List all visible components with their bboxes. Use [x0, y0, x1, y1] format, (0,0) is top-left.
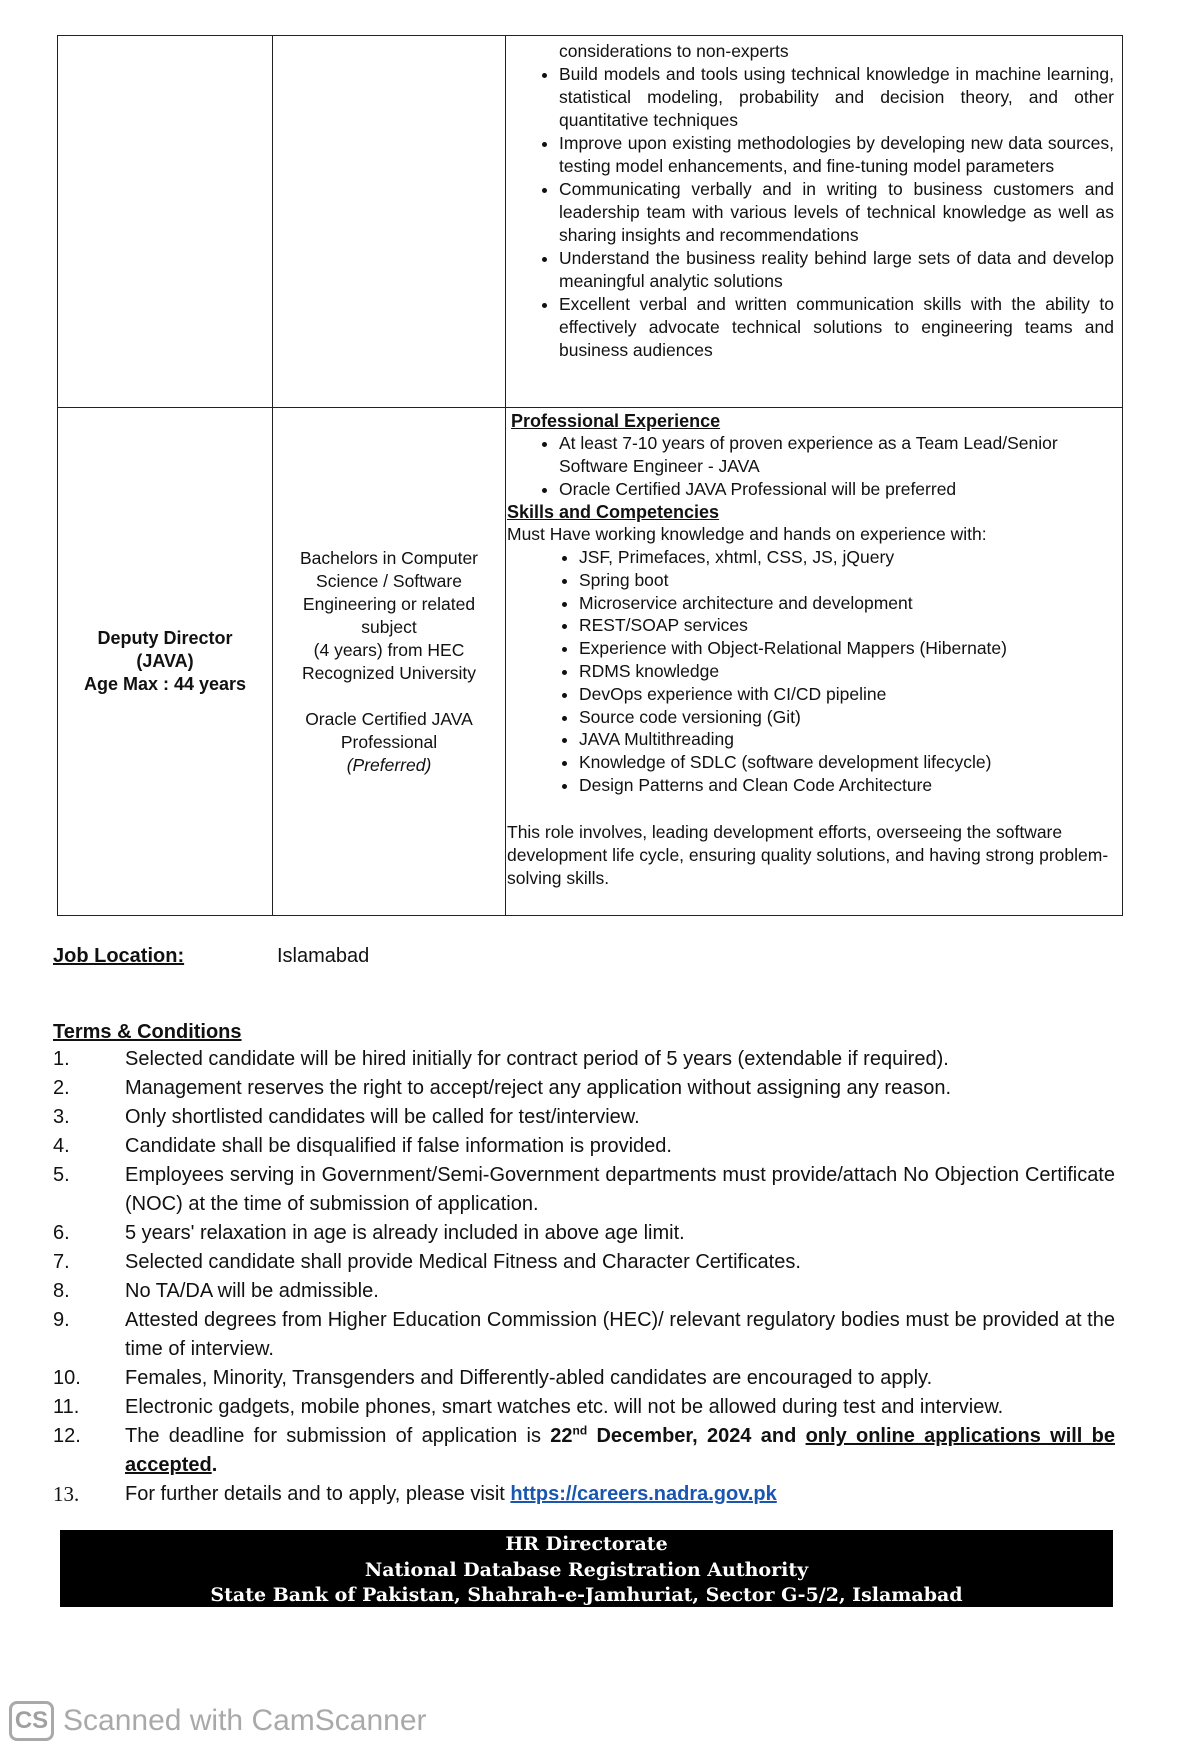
camscanner-logo-icon: CS: [9, 1701, 54, 1741]
list-item: • Source code versioning (Git): [579, 706, 1114, 729]
item-number: 4.: [53, 1135, 70, 1157]
table-row: [58, 36, 1123, 408]
description-cell: [506, 36, 1123, 408]
item-number: 6.: [53, 1222, 70, 1244]
item-period: .: [211, 1454, 218, 1476]
item-text: Only shortlisted candidates will be called for test/interview.: [125, 1106, 640, 1128]
list-item: • DevOps experience with CI/CD pipeline: [579, 683, 1114, 706]
item-number: 7.: [53, 1251, 70, 1273]
item-text: Candidate shall be disqualified if false information is provided.: [125, 1135, 672, 1157]
list-item: • Oracle Certified JAVA Professional will be preferred: [559, 478, 1114, 501]
item-text: Employees serving in Government/Semi-Government departments must provide/attach No Objection Certificate (NOC) at the time of submission of application.: [125, 1164, 1115, 1215]
item-number: 9.: [53, 1309, 70, 1331]
position-cell: [58, 36, 273, 408]
item-number: 8.: [53, 1280, 70, 1302]
list-item: [53, 1103, 1115, 1132]
footer-address: State Bank of Pakistan, Shahrah-e-Jamhuriat, Sector G-5/2, Islamabad: [210, 1584, 963, 1606]
continued-text: considerations to non-experts: [559, 41, 789, 61]
online-only-note: only online applications will be accepted: [125, 1425, 1115, 1476]
item-number: 1.: [53, 1048, 70, 1070]
deadline-date: [550, 1425, 751, 1447]
job-location-value: Islamabad: [277, 945, 370, 967]
list-item: [53, 1045, 1115, 1074]
terms-section: [53, 1019, 1115, 1509]
footer-directorate: HR Directorate: [505, 1533, 668, 1555]
qualification-cell: [273, 408, 506, 916]
item-number: 10.: [53, 1367, 81, 1389]
list-item: • Communicating verbally and in writing to business customers and leadership team with various levels of technical knowledge as well as sharing insights and recommendations: [559, 178, 1114, 247]
job-location: [53, 945, 370, 968]
item-text: 5 years' relaxation in age is already included in above age limit.: [125, 1222, 685, 1244]
list-item: [53, 1422, 1115, 1480]
list-item: • Experience with Object-Relational Mappers (Hibernate): [579, 637, 1114, 660]
qualification-cert: Oracle Certified JAVA Professional: [305, 708, 473, 752]
list-item: [53, 1248, 1115, 1277]
list-item: [53, 1306, 1115, 1364]
list-item: [53, 1393, 1115, 1422]
item-text: No TA/DA will be admissible.: [125, 1280, 379, 1302]
footer-banner: [60, 1530, 1113, 1607]
position-cell: [58, 408, 273, 916]
terms-heading: Terms & Conditions: [53, 1021, 242, 1043]
item-text: Electronic gadgets, mobile phones, smart watches etc. will not be allowed during test and interview.: [125, 1396, 1004, 1418]
jobs-table: [57, 35, 1123, 916]
list-item: • Design Patterns and Clean Code Architecture: [579, 774, 1114, 797]
item-text: Selected candidate shall provide Medical Fitness and Character Certificates.: [125, 1251, 801, 1273]
responsibility-list: [506, 63, 1122, 362]
item-text: Females, Minority, Transgenders and Differently-abled candidates are encouraged to apply.: [125, 1367, 933, 1389]
list-item: [53, 1074, 1115, 1103]
qualification-preferred: (Preferred): [346, 754, 432, 775]
experience-list: [506, 432, 1122, 501]
item-text: Management reserves the right to accept/reject any application without assigning any reason.: [125, 1077, 952, 1099]
position-title: Deputy Director: [97, 628, 233, 648]
list-item: • JAVA Multithreading: [579, 728, 1114, 751]
list-item: [53, 1161, 1115, 1219]
skills-list: [506, 546, 1122, 797]
camscanner-watermark: [9, 1698, 427, 1744]
list-item: • JSF, Primefaces, xhtml, CSS, JS, jQuery: [579, 546, 1114, 569]
experience-heading: Professional Experience: [511, 411, 721, 431]
role-summary: This role involves, leading development efforts, overseeing the software development life cycle, ensuring quality solutions, and having strong problem-solving skills.: [507, 821, 1109, 888]
deadline-month-year: December, 2024: [587, 1425, 752, 1447]
qualification-duration: (4 years) from HEC Recognized University: [301, 639, 477, 683]
item-number: 11.: [53, 1396, 80, 1418]
list-item: [53, 1480, 1115, 1509]
job-location-label: Job Location:: [53, 945, 185, 967]
list-item: • REST/SOAP services: [579, 614, 1114, 637]
item-number: 5.: [53, 1164, 70, 1186]
list-item: • Understand the business reality behind large sets of data and develop meaningful analytic solutions: [559, 247, 1114, 293]
item-number: 3.: [53, 1106, 70, 1128]
skills-intro: Must Have working knowledge and hands on experience with:: [507, 524, 987, 544]
item-text: Selected candidate will be hired initially for contract period of 5 years (extendable if required).: [125, 1048, 949, 1070]
terms-list: [53, 1045, 1115, 1509]
list-item: • Excellent verbal and written communication skills with the ability to effectively advocate technical solutions to engineering teams and business audiences: [559, 293, 1114, 362]
list-item: • Spring boot: [579, 569, 1114, 592]
careers-link[interactable]: https://careers.nadra.gov.pk: [510, 1483, 777, 1505]
list-item: • RDMS knowledge: [579, 660, 1114, 683]
item-number: 13.: [53, 1482, 80, 1506]
position-subtitle: (JAVA): [136, 651, 194, 671]
list-item: [53, 1219, 1115, 1248]
item-text: Attested degrees from Higher Education Commission (HEC)/ relevant regulatory bodies must be provided at the time of interview.: [125, 1309, 1115, 1360]
list-item: • At least 7-10 years of proven experience as a Team Lead/Senior Software Engineer - JAVA: [559, 432, 1114, 478]
item-number: 12.: [53, 1425, 81, 1447]
deadline-and: and: [751, 1425, 806, 1447]
list-item: • Improve upon existing methodologies by developing new data sources, testing model enhancements, and fine-tuning model parameters: [559, 132, 1114, 178]
description-cell: [506, 408, 1123, 916]
table-row: [58, 408, 1123, 916]
list-item: [53, 1364, 1115, 1393]
item-text: For further details and to apply, please visit: [125, 1483, 511, 1505]
footer-organization: National Database Registration Authority: [364, 1558, 809, 1581]
camscanner-text: Scanned with CamScanner: [63, 1704, 427, 1737]
qualification-cell: [273, 36, 506, 408]
age-limit: Age Max : 44 years: [83, 674, 247, 694]
list-item: [53, 1132, 1115, 1161]
item-text: The deadline for submission of application is: [125, 1425, 551, 1447]
list-item: [53, 1277, 1115, 1306]
deadline-day-suffix: nd: [572, 1423, 588, 1438]
skills-heading: Skills and Competencies: [507, 502, 720, 522]
list-item: • Build models and tools using technical knowledge in machine learning, statistical modeling, probability and decision theory, and other quantitative techniques: [559, 63, 1114, 132]
item-number: 2.: [53, 1077, 70, 1099]
list-item: • Microservice architecture and development: [579, 592, 1114, 615]
qualification-degree: Bachelors in Computer Science / Software Engineering or related subject: [300, 547, 478, 637]
list-item: • Knowledge of SDLC (software development lifecycle): [579, 751, 1114, 774]
deadline-day: 22: [550, 1425, 573, 1447]
